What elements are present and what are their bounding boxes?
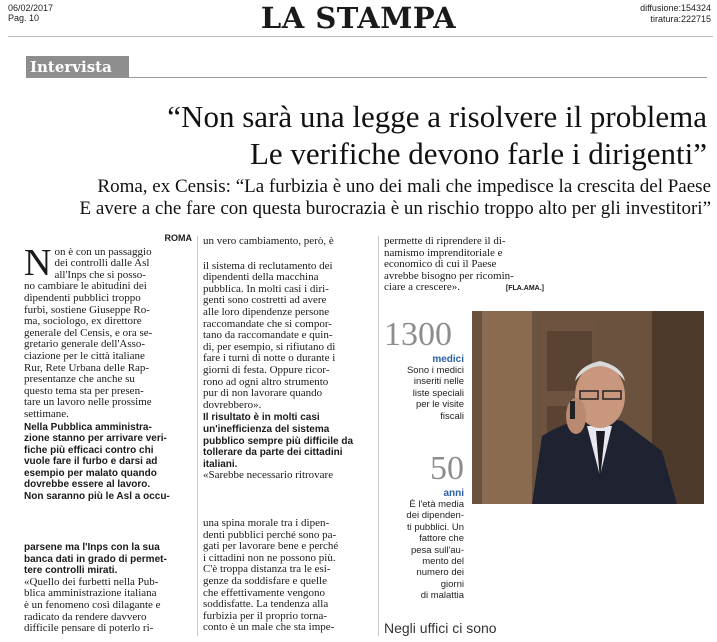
masthead-logo: LA STAMPA bbox=[260, 1, 457, 35]
column-1-lower bbox=[24, 542, 192, 635]
question-1-cont bbox=[24, 542, 192, 577]
text-line: pur di non lavorare quando bbox=[203, 387, 323, 400]
question-line: dovrebbe essere al lavoro. bbox=[24, 479, 151, 491]
text-line: difficile pensare di poterlo ri- bbox=[24, 622, 154, 635]
text-line: presentanze che anche su bbox=[24, 373, 135, 386]
text-line: furbi, sostiene Giuseppe Ro- bbox=[24, 303, 150, 316]
text-line: fare i turni di notte o durante i bbox=[203, 352, 336, 365]
portrait-photo bbox=[472, 311, 704, 504]
stat-desc-line: È l'età media bbox=[409, 499, 464, 510]
stat-unit-2: anni bbox=[443, 488, 464, 499]
drop-cap: N bbox=[24, 241, 52, 284]
text-line: gati per lavorare bene e perché bbox=[203, 540, 339, 553]
stat-desc-2 bbox=[384, 499, 464, 602]
text-line: on è con un passaggio bbox=[54, 245, 152, 258]
text-line: è un fenomeno così dilagante e bbox=[24, 598, 161, 611]
question-line: zione stanno per arrivare veri- bbox=[24, 433, 167, 445]
stat-desc-line: giorni bbox=[440, 578, 464, 590]
text-line: «Quello dei furbetti nella Pub- bbox=[24, 575, 159, 588]
text-line: una spina morale tra i dipen- bbox=[203, 517, 330, 529]
text-line: conto è un male che sta impe- bbox=[203, 621, 335, 634]
stat-desc-line: numero dei bbox=[416, 567, 464, 579]
text-line: no cambiare le abitudini dei bbox=[24, 280, 147, 293]
text-line: generale del Censis, e ora se- bbox=[24, 326, 153, 339]
stat-desc-line: di malattia bbox=[420, 590, 464, 602]
subhead-line-2: E avere a che fare con questa burocrazia è un rischio troppo alto per gli investitori” bbox=[79, 198, 711, 219]
text-line: namismo imprenditoriale e bbox=[384, 246, 503, 259]
text-line: radicato da rendere davvero bbox=[24, 610, 147, 623]
question-line: tere controlli mirati. bbox=[24, 565, 118, 577]
stat-desc-line: mento del bbox=[422, 556, 464, 568]
text-line: raccomandate che si compor- bbox=[203, 317, 332, 330]
headline-line-2: Le verifiche devono farle i dirigenti” bbox=[249, 136, 707, 171]
stat-desc-line: per le visite bbox=[415, 399, 464, 411]
text-line: permette di riprendere il di- bbox=[384, 235, 506, 247]
text-line: alle loro dipendenze persone bbox=[203, 305, 330, 318]
text-line: il sistema di reclutamento dei bbox=[203, 259, 333, 272]
col2-top-line: un vero cambiamento, però, è bbox=[203, 235, 334, 247]
question-line: vuole fare il furbo e darsi ad bbox=[24, 456, 158, 468]
stat-box-1 bbox=[384, 318, 464, 422]
question-line: tollerare da parte dei cittadini bbox=[203, 447, 343, 459]
column-1 bbox=[24, 233, 192, 503]
text-line: tare un lavoro nelle prossime bbox=[24, 396, 152, 409]
text-line: questo tema sta per presen- bbox=[24, 384, 144, 397]
stat-unit-1: medici bbox=[432, 354, 464, 365]
text-line: Rur, Rete Urbana delle Rap- bbox=[24, 361, 150, 374]
bottom-teaser: Negli uffici ci sono bbox=[384, 620, 497, 636]
column-2 bbox=[203, 236, 373, 482]
headline-line-1: “Non sarà una legge a risolvere il problema bbox=[167, 99, 707, 134]
text-line: i cittadini non ne possono più. bbox=[203, 551, 336, 564]
question-2 bbox=[203, 412, 373, 470]
text-line: gretario generale dell'Asso- bbox=[24, 338, 146, 351]
text-line: avrebbe bisogno per ricomin- bbox=[384, 269, 514, 282]
stat-desc-line: liste speciali bbox=[412, 387, 464, 399]
tiratura-stat: tiratura:222715 bbox=[650, 14, 711, 24]
stat-number-1: 1300 bbox=[384, 316, 452, 353]
text-line: settimane. bbox=[24, 407, 69, 420]
stat-desc-1 bbox=[384, 365, 464, 422]
text-line: pubblica. In molti casi i diri- bbox=[203, 282, 329, 295]
text-line: dovrebbero». bbox=[203, 398, 262, 411]
section-rule bbox=[129, 77, 707, 78]
stat-desc-line: fattore che bbox=[419, 533, 464, 545]
question-line: Nella Pubblica amministra- bbox=[24, 421, 152, 433]
text-line: all'Inps che si posso- bbox=[54, 268, 146, 281]
question-line: italiani. bbox=[203, 458, 238, 470]
stat-desc-line: fiscali bbox=[440, 410, 464, 422]
author-signature: [FLA.AMA.] bbox=[505, 284, 544, 292]
column-divider-2 bbox=[378, 236, 379, 636]
stat-desc-line: pesa sull'au- bbox=[410, 544, 464, 556]
dateline: ROMA bbox=[164, 233, 192, 243]
stat-desc-line: dei dipenden- bbox=[406, 510, 464, 522]
subhead-line-1: Roma, ex Censis: “La furbizia è uno dei mali che impedisce la crescita del Paese bbox=[97, 176, 711, 197]
text-line: rono ad ogni altro strumento bbox=[203, 375, 329, 388]
text-line: blica amministrazione italiana bbox=[24, 587, 157, 600]
question-line: parsene ma l'Inps con la sua bbox=[24, 542, 160, 553]
text-line: di, per esempio, si rifiutano di bbox=[203, 340, 336, 353]
text-line: genze da soddisfare e quelle bbox=[203, 574, 327, 587]
text-line: ciare a crescere». bbox=[384, 281, 461, 294]
diffusione-stat: diffusione:154324 bbox=[640, 3, 711, 13]
question-line: un'inefficienza del sistema bbox=[203, 423, 330, 435]
page-number: Pag. 10 bbox=[8, 13, 40, 23]
stat-box-2 bbox=[384, 452, 464, 602]
question-1 bbox=[24, 422, 192, 503]
text-line: dipendenti della macchina bbox=[203, 271, 319, 284]
col2-body bbox=[203, 261, 373, 412]
text-line: denti pubblici perché sono pa- bbox=[203, 528, 337, 541]
text-line: economico di cui il Paese bbox=[384, 258, 497, 271]
question-line: Non saranno più le Asl a occu- bbox=[24, 491, 170, 503]
date-line: 06/02/2017 bbox=[8, 3, 54, 13]
text-line: tano da raccomandate e quin- bbox=[203, 329, 333, 342]
text-line: C'è troppa distanza tra le esi- bbox=[203, 563, 331, 576]
header-divider bbox=[8, 36, 713, 37]
stat-desc-line: ti pubblici. Un bbox=[406, 521, 464, 533]
text-line: giorni di festa. Oppure ricor- bbox=[203, 363, 330, 376]
portrait-illustration bbox=[472, 311, 704, 504]
question-line: fiche più efficaci contro chi bbox=[24, 444, 154, 456]
text-line: furbizia per il proprio torna- bbox=[203, 609, 328, 622]
question-line: Il risultato è in molti casi bbox=[203, 412, 320, 424]
text-line: dei controlli dalle Asl bbox=[54, 257, 150, 270]
text-line: genti sono costretti ad avere bbox=[203, 294, 327, 307]
section-label: Intervista bbox=[26, 56, 129, 78]
column-2-lower bbox=[203, 518, 373, 634]
column-3 bbox=[384, 236, 544, 295]
col2-lower-text bbox=[203, 518, 373, 634]
text-line: soddisfatte. La tendenza alla bbox=[203, 598, 329, 611]
stat-desc-line: inseriti nelle bbox=[413, 376, 464, 388]
text-line: ciazione per le città italiane bbox=[24, 349, 145, 362]
text-line: dipendenti pubblici troppo bbox=[24, 291, 141, 304]
question-line: pubblico sempre più difficile da bbox=[203, 435, 354, 447]
stat-number-2: 50 bbox=[430, 450, 464, 487]
answer-1 bbox=[24, 577, 192, 635]
column-divider-1 bbox=[197, 236, 198, 636]
col2-answer-line: «Sarebbe necessario ritrovare bbox=[203, 469, 334, 482]
stat-desc-line: Sono i medici bbox=[406, 365, 464, 376]
text-line: che effettivamente vengono bbox=[203, 586, 325, 599]
question-line: esempio per malato quando bbox=[24, 467, 157, 479]
question-line: banca dati in grado di permet- bbox=[24, 553, 167, 565]
text-line: ma, sociologo, ex direttore bbox=[24, 315, 142, 328]
